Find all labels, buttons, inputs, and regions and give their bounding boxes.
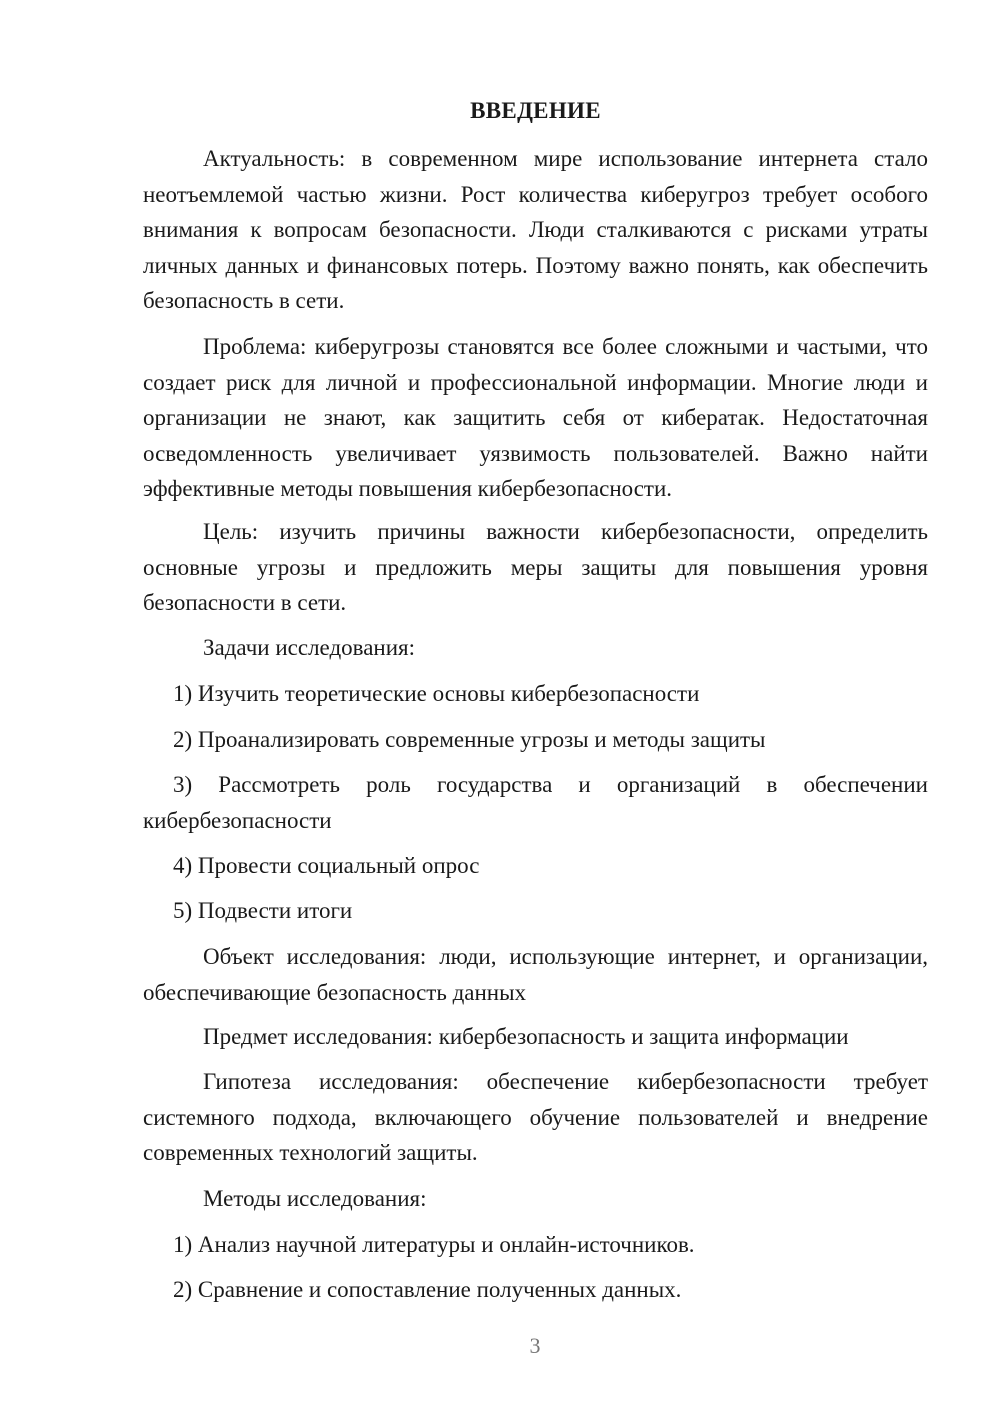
task-item: 2) Проанализировать современные угрозы и методы защиты (173, 727, 766, 752)
task-item: 5) Подвести итоги (173, 898, 353, 923)
paragraph-relevance: Актуальность: в современном мире использование интернета стало неотъемлемой частью жизни. Рост количества киберугроз требует особого внимания к вопросам безопасности. Люди сталкиваются с рисками утраты личных данных и финансовых потерь. Поэтому важно понять, как обеспечить безопасность в сети. (143, 146, 928, 313)
tasks-heading: Задачи исследования: (203, 635, 416, 660)
method-item: 1) Анализ научной литературы и онлайн-источников. (173, 1232, 695, 1257)
paragraph-hypothesis: Гипотеза исследования: обеспечение кибербезопасности требует системного подхода, включающего обучение пользователей и внедрение современных технологий защиты. (143, 1069, 928, 1165)
section-title: ВВЕДЕНИЕ (470, 98, 601, 123)
paragraph-subject: Предмет исследования: кибербезопасность и защита информации (203, 1024, 849, 1049)
page-number: 3 (529, 1333, 541, 1358)
paragraph-object: Объект исследования: люди, использующие интернет, и организации, обеспечивающие безопасность данных (143, 944, 928, 1005)
paragraph-problem: Проблема: киберугрозы становятся все более сложными и частыми, что создает риск для личной и профессиональной информации. Многие люди и организации не знают, как защитить себя от кибератак. Недостаточная осведомленность увеличивает уязвимость пользователей. Важно найти эффективные методы повышения кибербезопасности. (143, 334, 928, 501)
task-item: 4) Провести социальный опрос (173, 853, 480, 878)
task-item: 1) Изучить теоретические основы кибербезопасности (173, 681, 700, 706)
paragraph-goal: Цель: изучить причины важности кибербезопасности, определить основные угрозы и предложить меры защиты для повышения уровня безопасности в сети. (143, 519, 928, 615)
methods-heading: Методы исследования: (203, 1186, 427, 1211)
method-item: 2) Сравнение и сопоставление полученных данных. (173, 1277, 682, 1302)
task-item: 3) Рассмотреть роль государства и организаций в обеспечении кибербезопасности (143, 772, 928, 833)
